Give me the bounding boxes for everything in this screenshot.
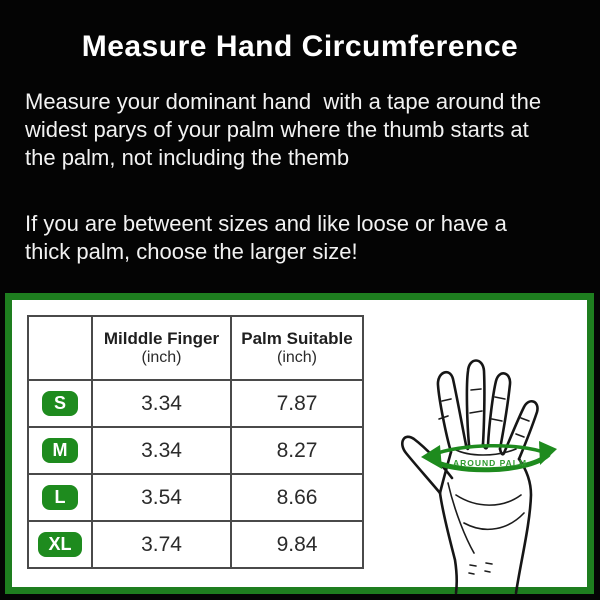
table-row-size-s [28, 380, 363, 427]
palm-value: 9.84 [231, 521, 363, 568]
size-cell [28, 521, 92, 568]
instruction-line: widest parys of your palm where the thumb starts at [25, 117, 529, 142]
middle-finger-value: 3.54 [92, 474, 231, 521]
instruction-paragraph-2 [25, 210, 582, 266]
size-cell [28, 427, 92, 474]
middle-finger-column-header [92, 316, 231, 380]
middle-finger-value: 3.34 [92, 380, 231, 427]
size-table [27, 315, 364, 569]
size-badge-l: L [42, 485, 78, 510]
size-badge-xl: XL [38, 532, 81, 557]
instruction-line: the palm, not including the themb [25, 145, 350, 170]
size-badge-s: S [42, 391, 78, 416]
size-cell [28, 380, 92, 427]
around-palm-label: AROUND PALM [452, 458, 528, 468]
palm-value: 8.66 [231, 474, 363, 521]
palm-header-unit: (inch) [276, 349, 317, 366]
palm-value: 8.27 [231, 427, 363, 474]
measure-instructions [25, 88, 582, 304]
size-badge-m: M [42, 438, 78, 463]
table-row-size-m [28, 427, 363, 474]
table-row-size-l [28, 474, 363, 521]
palm-column-header [231, 316, 363, 380]
middle-finger-value: 3.74 [92, 521, 231, 568]
hand-illustration-svg [394, 345, 574, 595]
instruction-line: Measure your dominant hand with a tape around the [25, 89, 542, 114]
middle-finger-header-label: Milddle Finger [103, 329, 220, 348]
size-cell [28, 474, 92, 521]
size-table-header-row [28, 316, 363, 380]
size-chart-panel [5, 293, 594, 594]
middle-finger-header-unit: (inch) [141, 349, 182, 366]
table-row-size-xl [28, 521, 363, 568]
hand-measurement-illustration [394, 345, 574, 595]
page-title: Measure Hand Circumference [81, 30, 519, 63]
palm-header-label: Palm Suitable [241, 329, 353, 348]
instruction-line: If you are betweent sizes and like loose or have a [25, 211, 507, 236]
instruction-paragraph-1 [25, 88, 582, 172]
palm-value: 7.87 [231, 380, 363, 427]
size-column-header [28, 316, 92, 380]
middle-finger-value: 3.34 [92, 427, 231, 474]
instruction-line: thick palm, choose the larger size! [25, 239, 358, 264]
